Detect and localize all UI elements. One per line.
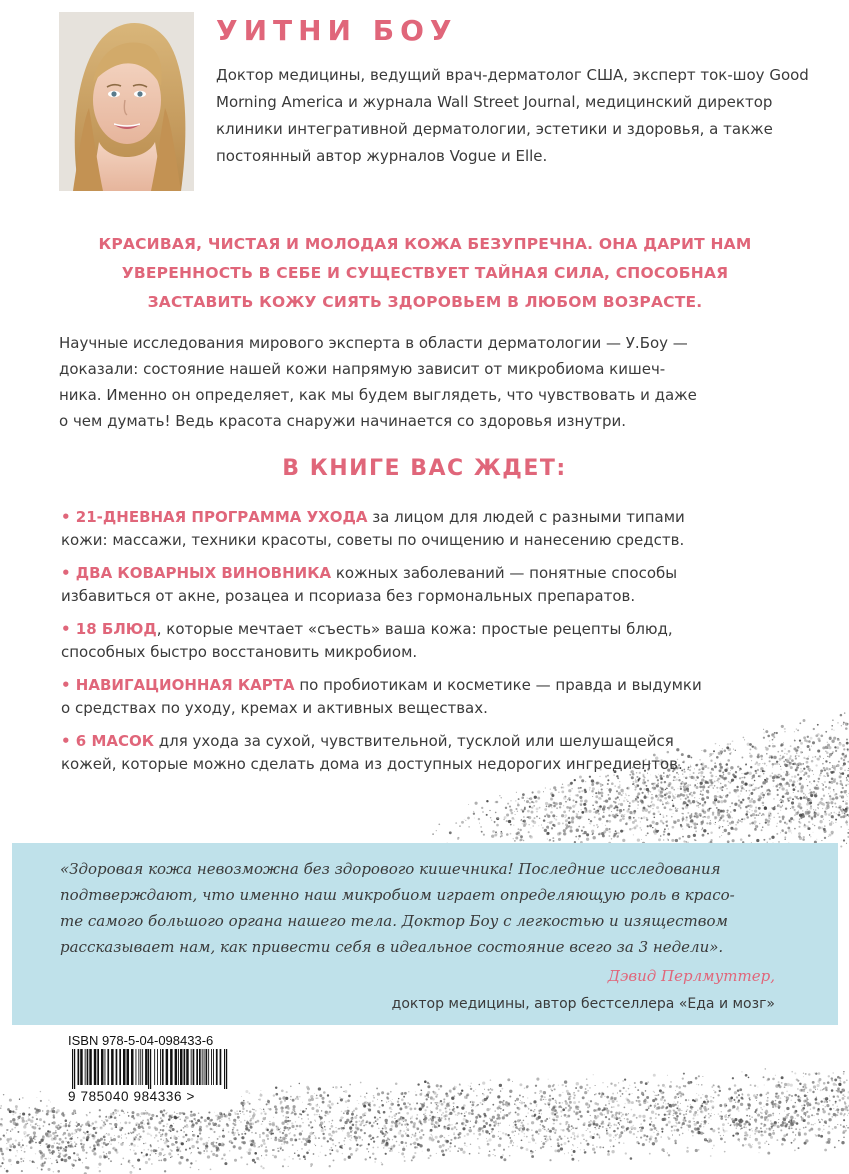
headline-line: ЗАСТАВИТЬ КОЖУ СИЯТЬ ЗДОРОВЬЕМ В ЛЮБОМ ВОЗРАСТЕ. <box>147 293 703 311</box>
feature-lead: • 21-ДНЕВНАЯ ПРОГРАММА УХОДА <box>61 508 368 526</box>
quote-text <box>60 856 800 960</box>
intro-line: доказали: состояние нашей кожи напрямую зависит от микробиома кишеч- <box>59 360 666 378</box>
feature-text-line2: кожей, которые можно сделать дома из доступных недорогих ингредиентов. <box>61 755 683 773</box>
author-bio: Доктор медицины, ведущий врач-дерматолог США, эксперт ток-шоу Good Morning America и журнала Wall Street Journal, медицинский директор клиники интегративной дерматологии, эстетики и здоровья, а также постоянный автор журналов Vogue и Elle. <box>216 66 809 165</box>
quote-line: «Здоровая кожа невозможна без здорового кишечника! Последние исследования <box>60 860 721 878</box>
feature-item <box>61 618 801 664</box>
headline <box>40 230 810 317</box>
feature-text: , которые мечтает «съесть» ваша кожа: простые рецепты блюд, <box>156 620 673 638</box>
quote-author-title: доктор медицины, автор бестселлера «Еда и мозг» <box>391 996 775 1012</box>
author-photo <box>59 12 194 191</box>
feature-text-line2: способных быстро восстановить микробиом. <box>61 643 418 661</box>
feature-text: за лицом для людей с разными типами <box>367 508 685 526</box>
feature-lead: • НАВИГАЦИОННАЯ КАРТА <box>61 676 295 694</box>
feature-item <box>61 730 801 776</box>
feature-lead: • 18 БЛЮД <box>61 620 157 638</box>
feature-text: по пробиотикам и косметике — правда и выдумки <box>294 676 702 694</box>
intro-line: о чем думать! Ведь красота снаружи начинается со здоровья изнутри. <box>59 412 626 430</box>
headline-line: КРАСИВАЯ, ЧИСТАЯ И МОЛОДАЯ КОЖА БЕЗУПРЕЧНА. ОНА ДАРИТ НАМ <box>98 235 752 253</box>
feature-text-line2: кожи: массажи, техники красоты, советы по очищению и нанесению средств. <box>61 531 685 549</box>
feature-lead: • 6 МАСОК <box>61 732 155 750</box>
section-title: В КНИГЕ ВАС ЖДЕТ: <box>282 456 567 481</box>
quote-line: подтверждают, что именно наш микробиом играет определяющую роль в красо- <box>60 886 735 904</box>
intro-paragraph <box>59 330 794 434</box>
intro-line: Научные исследования мирового эксперта в области дерматологии — У.Боу — <box>59 334 688 352</box>
author-name: УИТНИ БОУ <box>216 14 458 47</box>
feature-item <box>61 506 801 552</box>
feature-text-line2: избавиться от акне, розацеа и псориаза без гормональных препаратов. <box>61 587 636 605</box>
feature-text: кожных заболеваний — понятные способы <box>331 564 678 582</box>
isbn-label: ISBN 978-5-04-098433-6 <box>68 1033 214 1048</box>
barcode-digits: 9 785040 984336 > <box>68 1089 195 1104</box>
feature-item <box>61 562 801 608</box>
feature-text: для ухода за сухой, чувствительной, тусклой или шелушащейся <box>154 732 674 750</box>
feature-item <box>61 674 801 720</box>
feature-list <box>61 506 801 786</box>
quote-line: те самого большого органа нашего тела. Доктор Боу с легкостью и изяществом <box>60 912 728 930</box>
feature-lead: • ДВА КОВАРНЫХ ВИНОВНИКА <box>61 564 332 582</box>
quote-author: Дэвид Перлмуттер, <box>607 967 775 985</box>
headline-line: УВЕРЕННОСТЬ В СЕБЕ И СУЩЕСТВУЕТ ТАЙНАЯ СИЛА, СПОСОБНАЯ <box>121 264 729 282</box>
quote-line: рассказывает нам, как привести себя в идеальное состояние всего за 3 недели». <box>60 938 724 956</box>
feature-text-line2: о средствах по уходу, кремах и активных веществах. <box>61 699 488 717</box>
intro-line: ника. Именно он определяет, как мы будем выглядеть, что чувствовать и даже <box>59 386 697 404</box>
barcode <box>68 1049 233 1089</box>
